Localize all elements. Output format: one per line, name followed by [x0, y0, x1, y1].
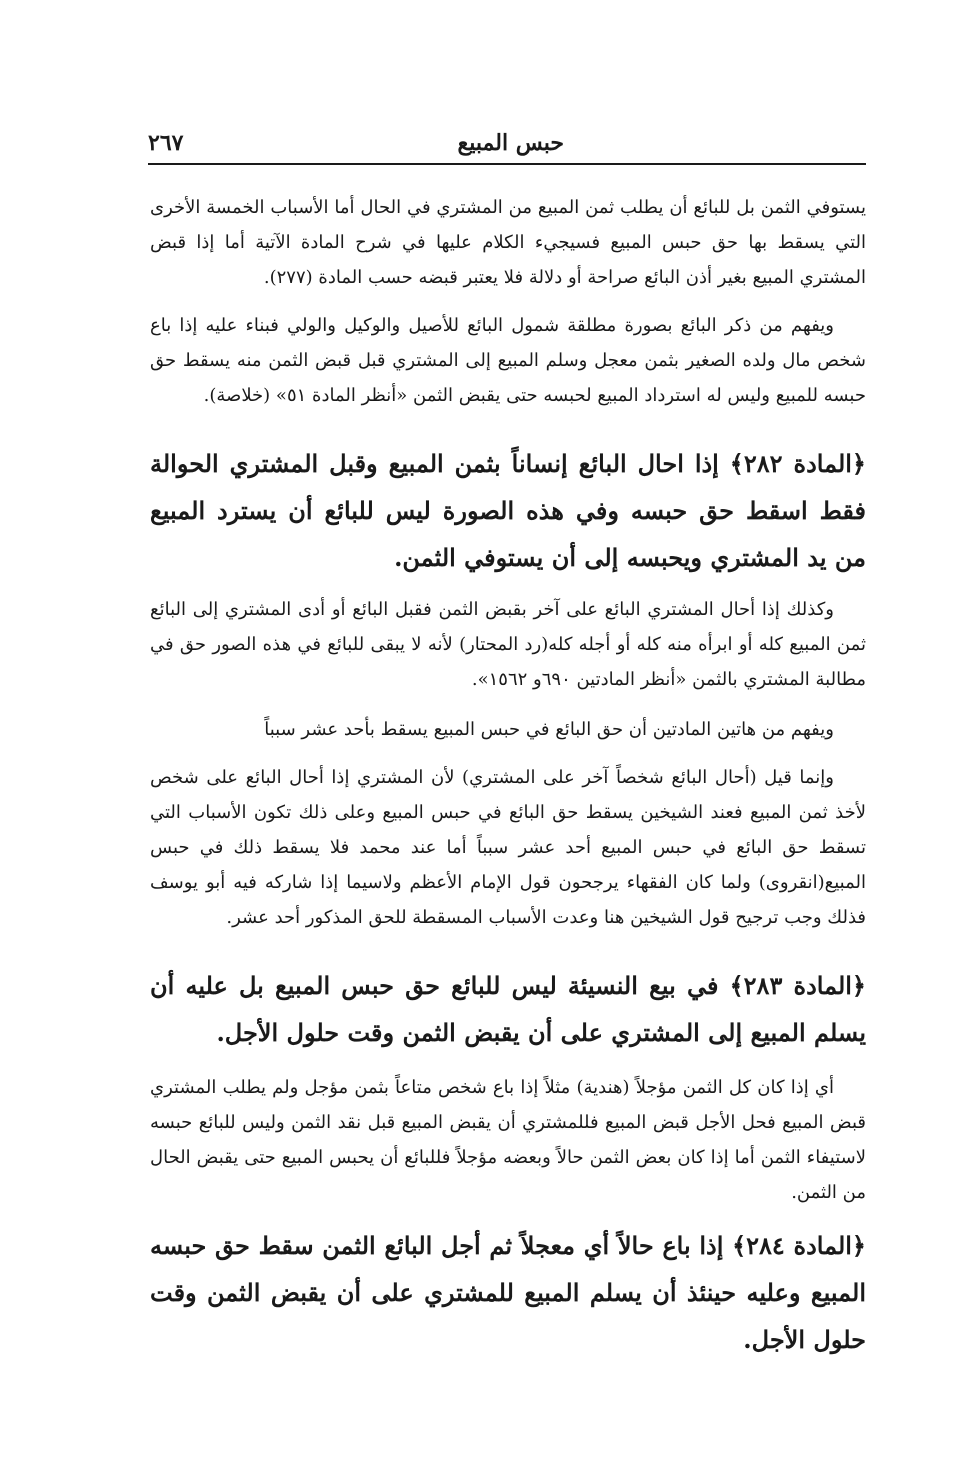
article-284: ﴿المادة ٢٨٤﴾ إذا باع حالاً أي معجلاً ثم أجل البائع الثمن سقط حق حبسه المبيع وعليه حينئذ أن يسلم المبيع للمشتري على أن يقبض الثمن وقت حلول الأجل.: [150, 1231, 866, 1354]
commentary-paragraph-1: يستوفي الثمن بل للبائع أن يطلب ثمن المبيع من المشتري في الحال أما الأسباب الخمسة الأخرى التي يسقط بها حق حبس المبيع فسيجيء الكلام عليها في شرح المادة الآتية أما إذا قبض المشتري المبيع بغير أذن البائع صراحة أو دلالة فلا يعتبر قبضه حسب المادة (٢٧٧).: [150, 197, 866, 288]
commentary-paragraph-4: ويفهم من هاتين المادتين أن حق البائع في حبس المبيع يسقط بأحد عشر سبباً: [264, 719, 834, 740]
commentary-paragraph-5: وإنما قيل (أحال البائع شخصاً آخر على المشتري) لأن المشتري إذا أحال البائع على شخص لأخذ ثمن المبيع فعند الشيخين يسقط حق البائع في حبس المبيع وعلى ذلك تكون الأسباب التي تسقط حق البائع في حبس المبيع أحد عشر سبباً أما عند محمد فلا يسقط ذلك في حبس المبيع(انقروى) ولما كان الفقهاء يرجحون قول الإمام الأعظم ولاسيما إذا شاركه فيه أبو يوسف فذلك وجب ترجيح قول الشيخين هنا وعدت الأسباب المسقطة للحق المذكور أحد عشر.: [150, 767, 866, 928]
commentary-paragraph-6: أي إذا كان كل الثمن مؤجلاً (هندية) مثلاً إذا باع شخص متاعاً بثمن مؤجل ولم يطلب المشتري قبض المبيع فحل الأجل قبض المبيع فللمشتري أن يقبض المبيع قبل نقد الثمن وليس للبائع حبسه لاستيفاء الثمن أما إذا كان بعض الثمن حالاً وبعضه مؤجلاً فللبائع أن يحبس المبيع حتى يقبض الحال من الثمن.: [150, 1077, 866, 1203]
header-rule: [148, 163, 866, 165]
running-header: [148, 128, 864, 164]
article-282: ﴿المادة ٢٨٢﴾ إذا احال البائع إنساناً بثمن المبيع وقبل المشتري الحوالة فقط اسقط حق حبسه وفي هذه الصورة ليس للبائع أن يسترد المبيع من يد المشتري ويحبسه إلى أن يستوفي الثمن.: [150, 449, 867, 572]
commentary-paragraph-3: وكذلك إذا أحال المشتري البائع على آخر بقبض الثمن فقبل البائع أو أدى المشتري إلى البائع ثمن المبيع كله أو ابرأه منه كله أو أجله كله(رد المحتار) لأنه لا يبقى للبائع في هذه الصور حق في مطالبة المشتري بالثمن «أنظر المادتين ٦٩٠و ١٥٦٢».: [150, 599, 866, 690]
commentary-paragraph-2: ويفهم من ذكر البائع بصورة مطلقة شمول البائع للأصيل والوكيل والولي فبناء عليه إذا باع شخص مال ولده الصغير بثمن معجل وسلم المبيع إلى المشتري قبل قبض الثمن منه يسقط حق حبسه للمبيع وليس له استرداد المبيع لحبسه حتى يقبض الثمن «أنظر المادة ٥١» (خلاصة).: [150, 315, 866, 406]
article-283: ﴿المادة ٢٨٣﴾ في بيع النسيئة ليس للبائع حق حبس المبيع بل عليه أن يسلم المبيع إلى المشتري على أن يقبض الثمن وقت حلول الأجل.: [150, 971, 866, 1047]
page-number: ٢٦٧: [148, 130, 184, 156]
header-title: حبس المبيع: [457, 130, 564, 156]
